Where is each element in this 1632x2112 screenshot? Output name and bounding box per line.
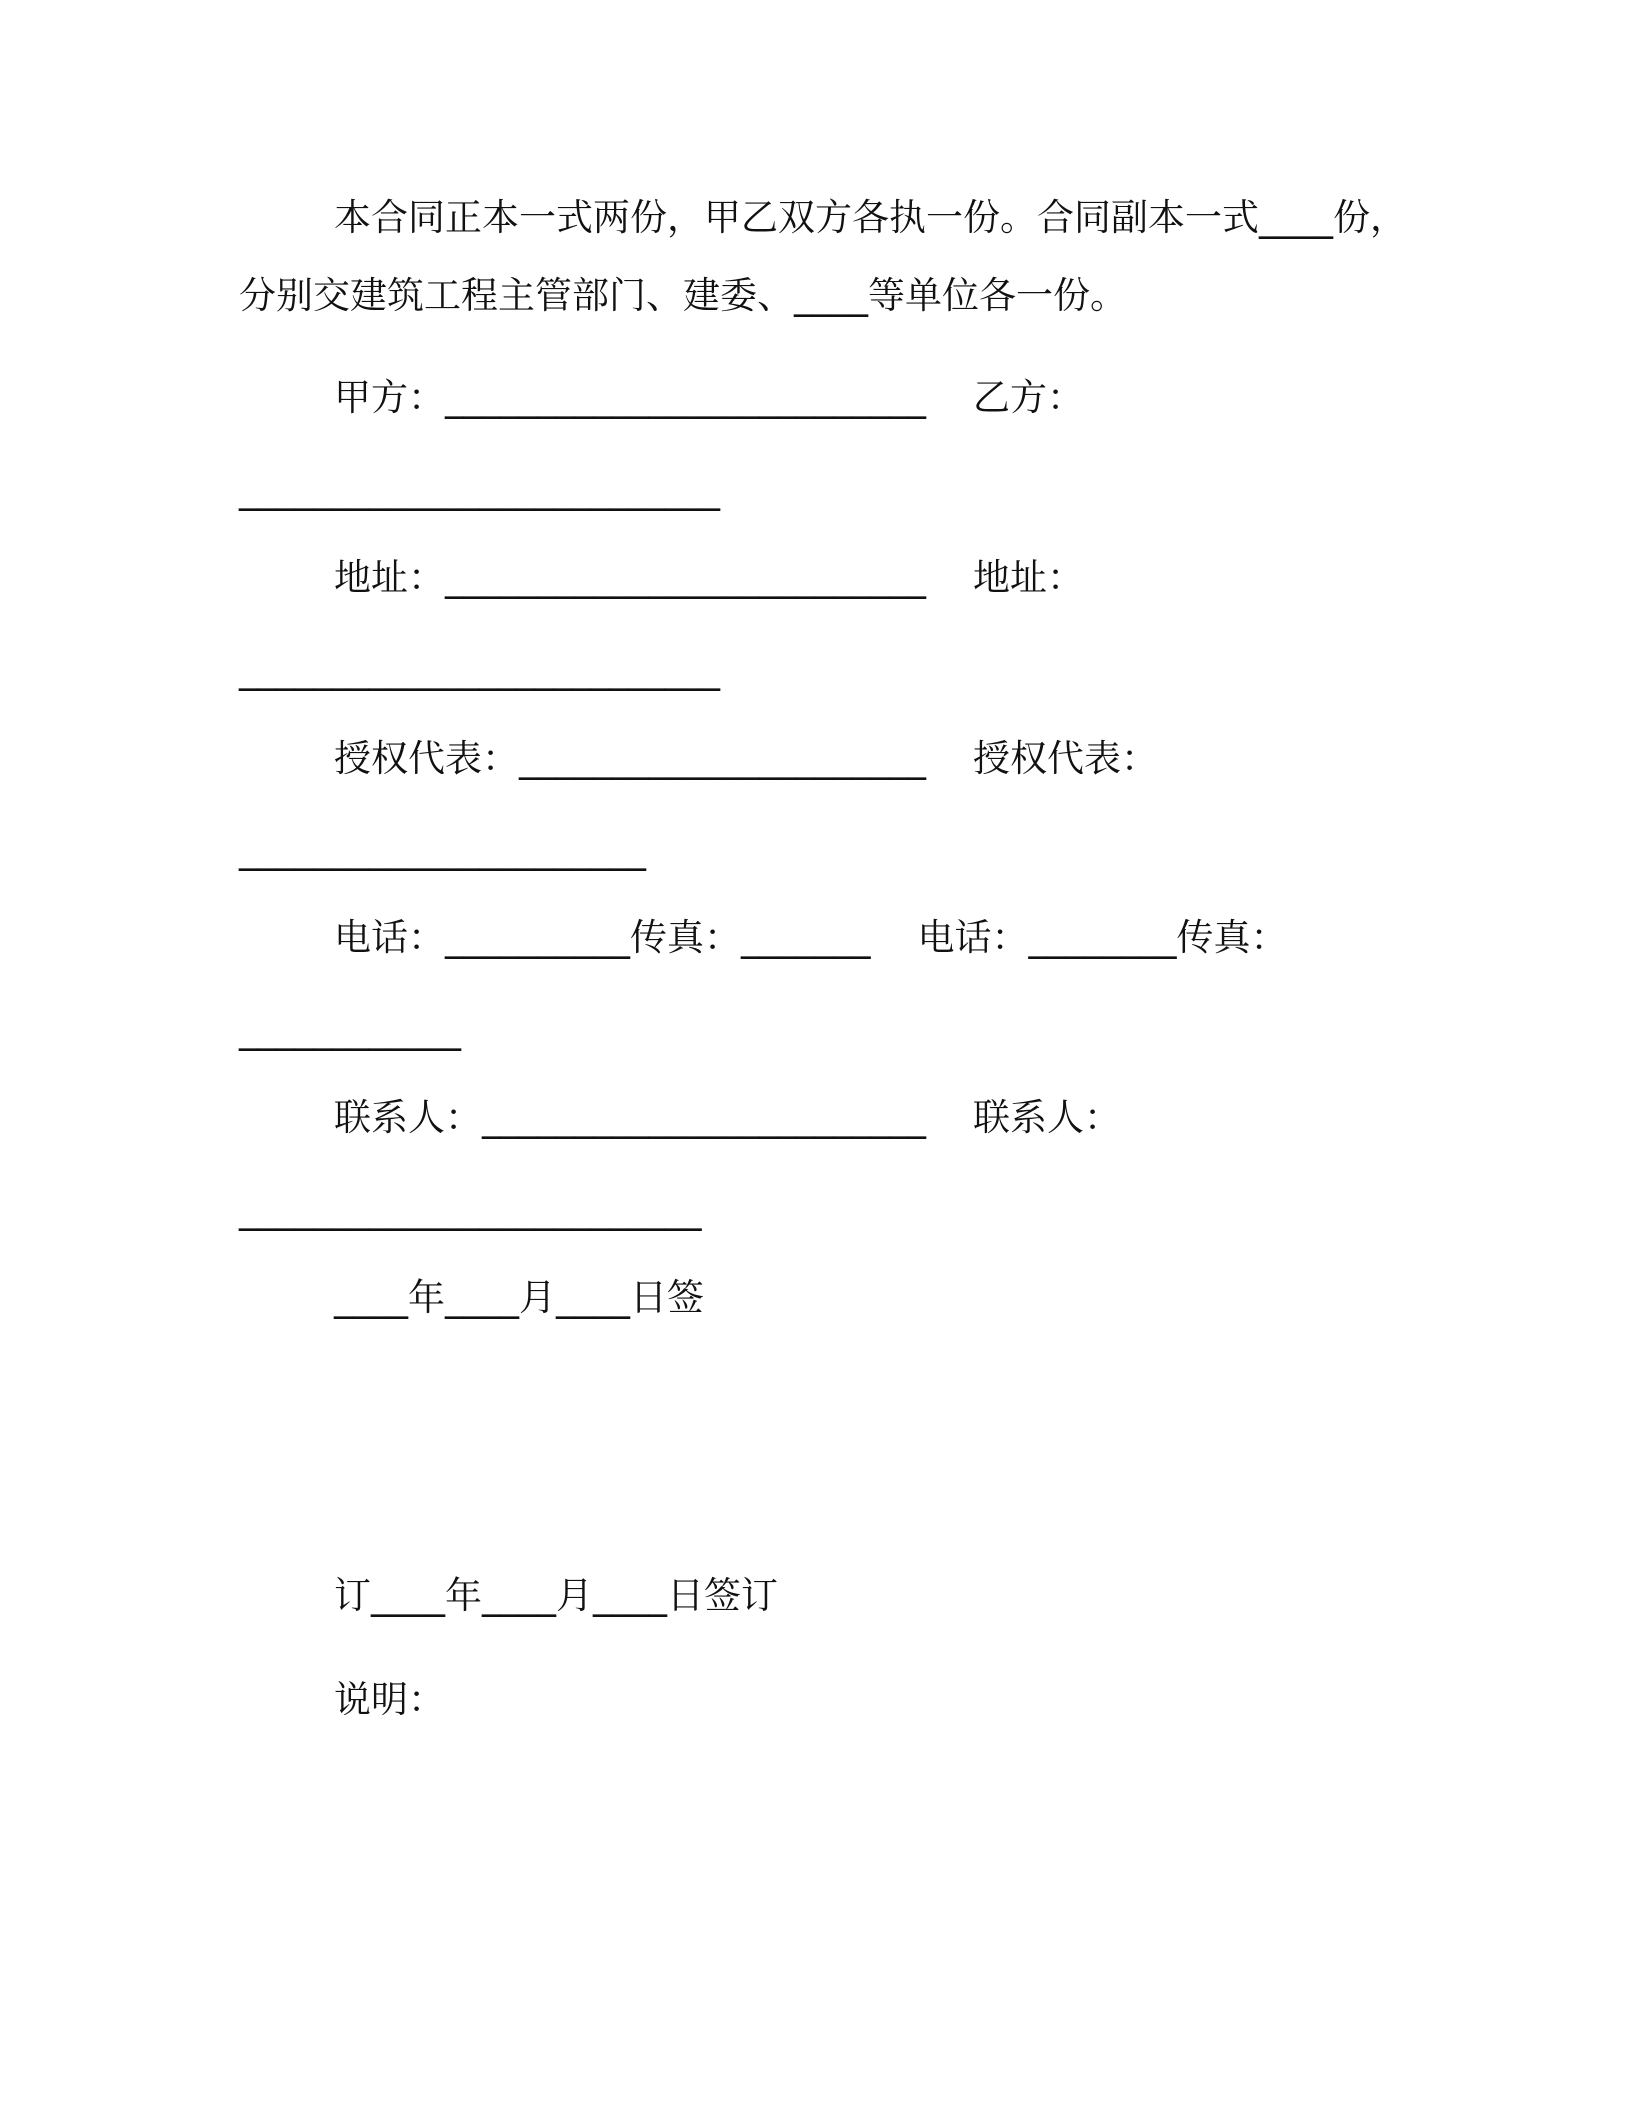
party-line: 甲方：__________________________ 乙方：: [334, 376, 1085, 419]
note-label: 说明：: [334, 1678, 445, 1721]
address-line: 地址：__________________________ 地址：: [334, 556, 1085, 599]
copies-paragraph-line-2: 分别交建筑工程主管部门、建委、____等单位各一份。: [239, 274, 1127, 317]
phone-fax-continuation: ____________: [239, 1008, 461, 1051]
address-line-continuation: __________________________: [239, 648, 720, 691]
copies-paragraph-line-1: 本合同正本一式两份，甲乙双方各执一份。合同副本一式____份，: [334, 196, 1407, 239]
signing-date-line: ____年____月____日签: [334, 1276, 704, 1319]
signing-date-line-2: 订____年____月____日签订: [334, 1574, 778, 1617]
authorized-rep-continuation: ______________________: [239, 828, 646, 871]
party-line-continuation: __________________________: [239, 468, 720, 511]
authorized-rep-line: 授权代表：______________________ 授权代表：: [334, 737, 1159, 780]
contact-person-continuation: _________________________: [239, 1188, 702, 1231]
phone-fax-line: 电话：__________传真：_______ 电话：________传真：: [334, 916, 1288, 959]
contact-person-line: 联系人：________________________ 联系人：: [334, 1096, 1122, 1139]
